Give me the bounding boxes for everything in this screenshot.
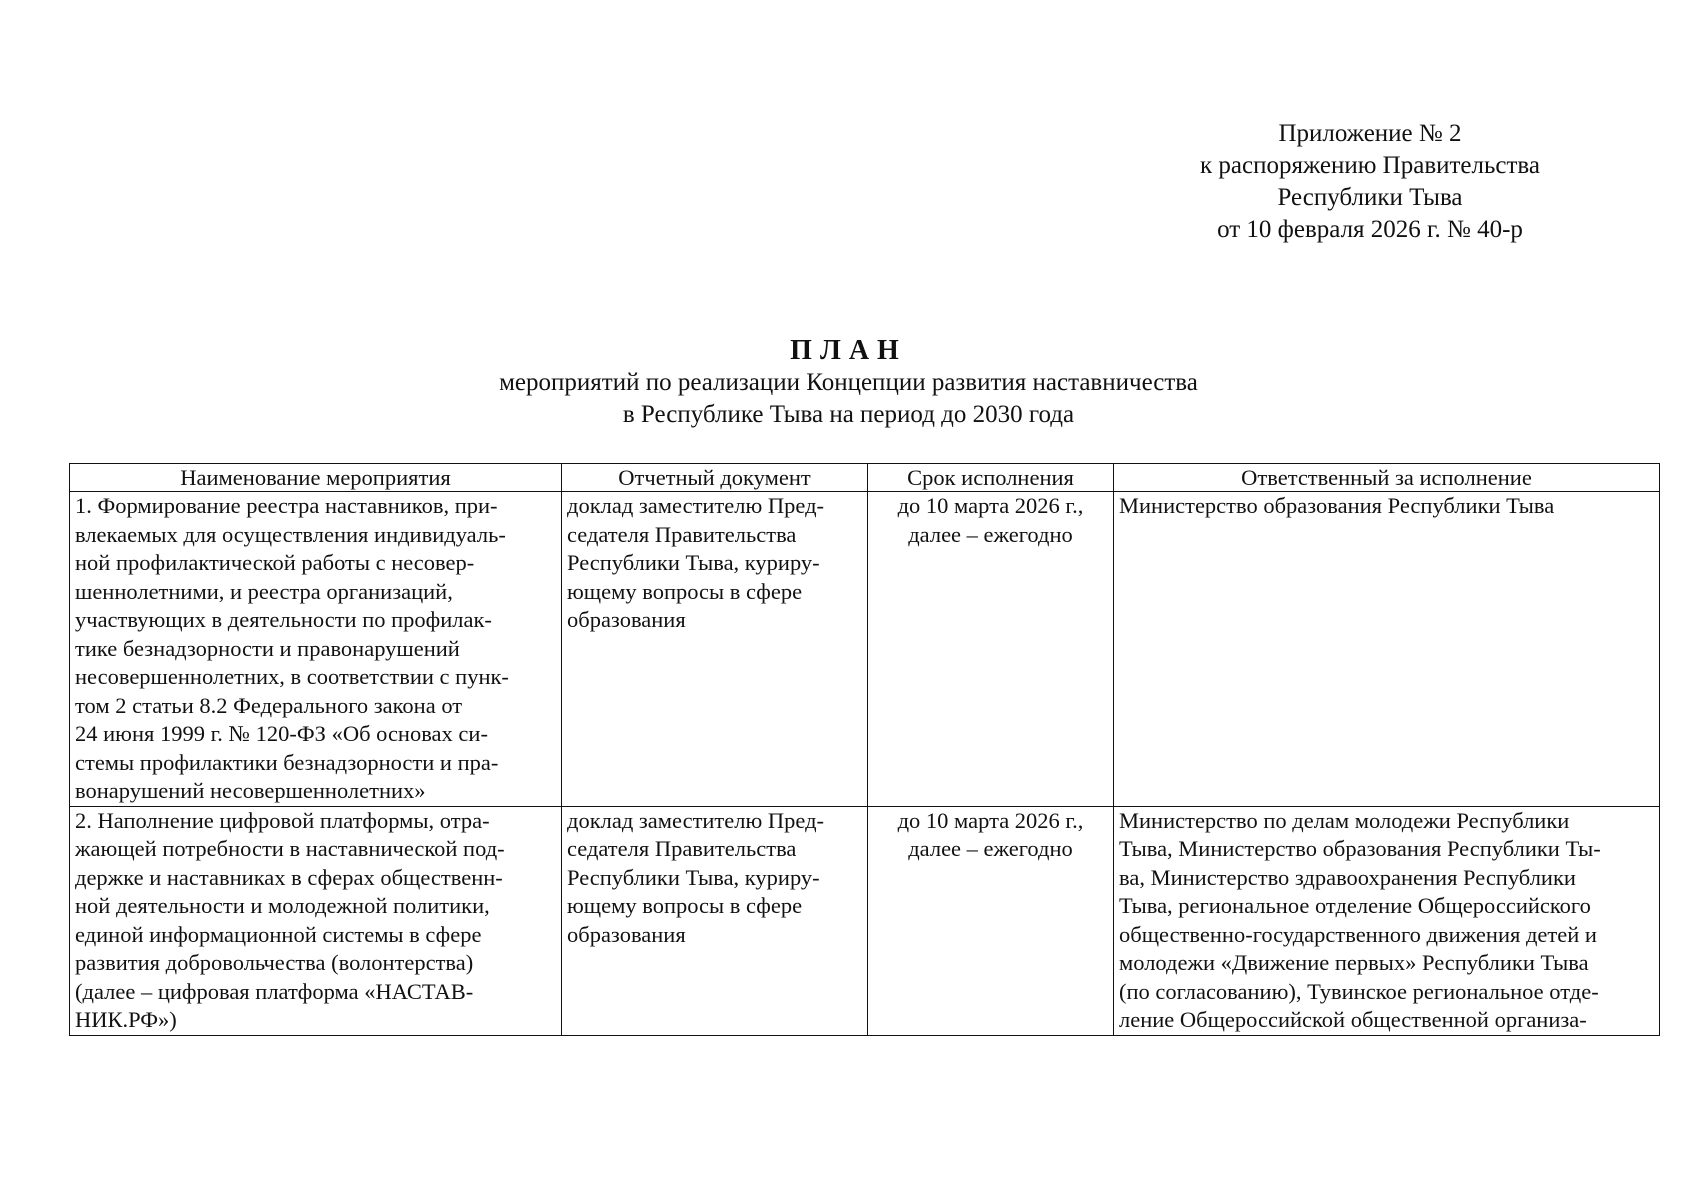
event-name-line: ной деятельности и молодежной политики, [75, 893, 490, 918]
event-name-line: единой информационной системы в сфере [75, 921, 482, 947]
event-name-line: жающей потребности в наставнической под- [75, 836, 505, 861]
report-document-cell [562, 492, 868, 807]
report-document-line: Республики Тыва, куриру- [567, 864, 820, 890]
header-report-document: Отчетный документ [562, 464, 868, 492]
deadline-cell [868, 492, 1114, 807]
event-name-line: вонарушений несовершеннолетних» [75, 778, 426, 803]
event-name-line: держке и наставниках в сферах общественн- [75, 864, 503, 890]
report-document-line: доклад заместителю Пред- [567, 493, 825, 518]
appendix-block [1080, 118, 1660, 246]
responsible-line: Министерство по делам молодежи Республики [1119, 807, 1570, 833]
plan-heading: ПЛАН [790, 335, 907, 366]
table-row [70, 806, 1660, 1035]
deadline-line: далее – ежегодно [908, 836, 1073, 861]
responsible-line: Тыва, региональное отделение Общероссийского [1119, 893, 1591, 918]
header-event-name: Наименование мероприятия [70, 464, 562, 492]
plan-subheading-line1: мероприятий по реализации Концепции развития наставничества [499, 369, 1198, 396]
event-name-line: участвующих в деятельности по профилак- [75, 607, 492, 632]
responsible-cell [1114, 492, 1660, 807]
report-document-line: образования [567, 607, 686, 632]
report-document-line: седателя Правительства [567, 836, 797, 861]
appendix-reference: к распоряжению Правительства [1199, 152, 1540, 179]
header-responsible: Ответственный за исполнение [1114, 464, 1660, 492]
event-name-line: (далее – цифровая платформа «НАСТАВ- [75, 978, 474, 1004]
report-document-line: Республики Тыва, куриру- [567, 550, 820, 575]
responsible-line: ва, Министерство здравоохранения Республики [1119, 864, 1576, 890]
table-row [70, 492, 1660, 807]
event-name-line: НИК.РФ») [75, 1007, 177, 1032]
event-name-line: 2. Наполнение цифровой платформы, отра- [75, 807, 490, 833]
table-header-row [70, 464, 1660, 492]
plan-subheading-line2: в Республике Тыва на период до 2030 года [622, 401, 1075, 428]
responsible-line: Министерство образования Республики Тыва [1119, 493, 1555, 518]
event-name-line: тике безнадзорности и правонарушений [75, 635, 460, 661]
report-document-line: образования [567, 921, 686, 947]
event-name-line: 1. Формирование реестра наставников, при- [75, 493, 498, 518]
event-name-line: несовершеннолетних, в соответствии с пунк- [75, 664, 509, 689]
appendix-date: от 10 февраля 2026 г. № 40-р [1217, 216, 1523, 243]
deadline-line: до 10 марта 2026 г., [897, 807, 1084, 833]
event-name-line: шеннолетними, и реестра организаций, [75, 578, 453, 604]
event-name-cell [70, 806, 562, 1035]
responsible-line: молодежи «Движение первых» Республики Тыва [1119, 950, 1589, 975]
event-name-line: влекаемых для осуществления индивидуаль- [75, 521, 506, 547]
responsible-line: (по согласованию), Тувинское региональное отде- [1119, 978, 1599, 1004]
event-name-line: 24 июня 1999 г. № 120-ФЗ «Об основах си- [75, 721, 488, 746]
report-document-cell [562, 806, 868, 1035]
event-name-line: том 2 статьи 8.2 Федерального закона от [75, 692, 463, 718]
event-name-cell [70, 492, 562, 807]
appendix-region: Республики Тыва [1277, 184, 1463, 211]
deadline-cell [868, 806, 1114, 1035]
deadline-line: до 10 марта 2026 г., [897, 493, 1084, 518]
deadline-line: далее – ежегодно [908, 521, 1073, 547]
event-name-line: стемы профилактики безнадзорности и пра- [75, 749, 499, 775]
responsible-line: общественно-государственного движения детей и [1119, 921, 1597, 947]
plan-table [69, 463, 1660, 1036]
responsible-line: Тыва, Министерство образования Республики Ты- [1119, 836, 1601, 861]
event-name-line: ной профилактической работы с несовер- [75, 550, 475, 575]
responsible-cell [1114, 806, 1660, 1035]
plan-title-block [0, 335, 1697, 431]
appendix-number: Приложение № 2 [1278, 120, 1462, 147]
report-document-line: ющему вопросы в сфере [567, 578, 803, 604]
header-deadline: Срок исполнения [868, 464, 1114, 492]
responsible-line: ление Общероссийской общественной организа- [1119, 1007, 1587, 1032]
report-document-line: седателя Правительства [567, 521, 797, 547]
event-name-line: развития добровольчества (волонтерства) [75, 950, 474, 975]
report-document-line: ющему вопросы в сфере [567, 893, 803, 918]
report-document-line: доклад заместителю Пред- [567, 807, 825, 833]
